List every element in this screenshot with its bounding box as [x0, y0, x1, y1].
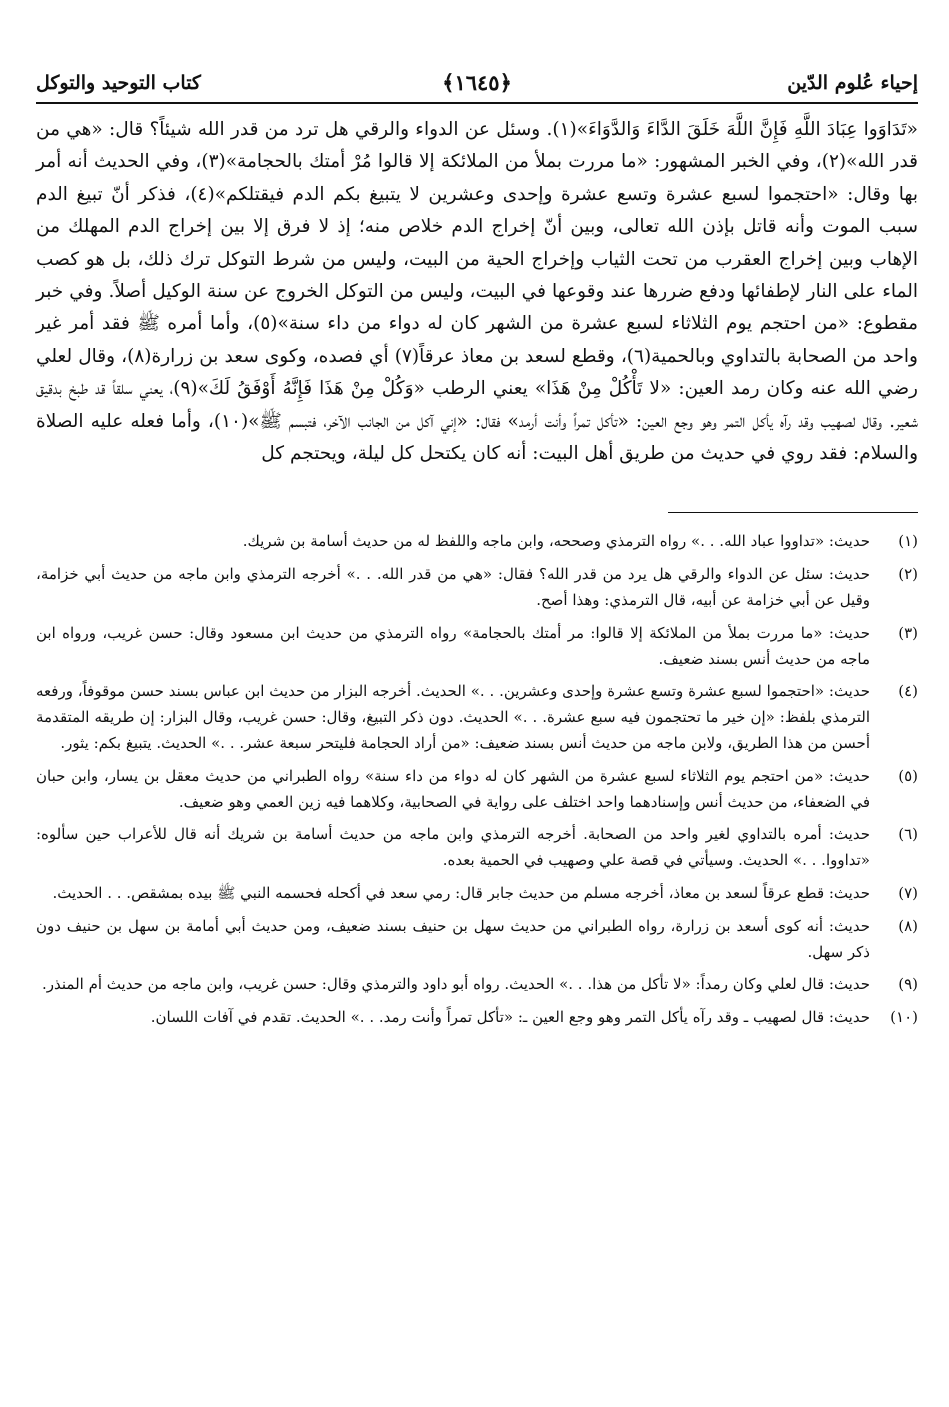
footnote — [36, 679, 918, 756]
footnote-number: (٨) — [898, 916, 918, 935]
footnote-number: (٣) — [898, 623, 918, 642]
page-number: ﴿١٦٤٥﴾ — [442, 70, 512, 95]
footnotes — [36, 529, 918, 1031]
footnote-text: حديث: «ما مررت بملأ من الملائكة إلا قالوا: مر أمتك بالحجامة» رواه الترمذي من حديث ابن مسعود وقال: حسن غريب، ورواه ابن ماجه من حديث أنس بسند ضعيف. — [36, 623, 870, 668]
footnote — [36, 621, 918, 673]
page-header — [36, 66, 918, 106]
footnote-number: (٧) — [898, 884, 918, 903]
footnote-text: حديث: سئل عن الدواء والرقي هل يرد من قدر الله؟ فقال: «هي من قدر الله. . .» أخرجه الترمذي وابن ماجه من حديث أبي خزامة، وقيل عن أبي خزامة عن أبيه، قال الترمذي: وهذا أصح. — [36, 565, 870, 610]
footnote-text: حديث: «من احتجم يوم الثلاثاء لسبع عشرة من الشهر كان له دواء من داء سنة» رواه الطبراني من حديث معقل بن يسار، وابن حبان في الضعفاء، من حديث أنس وإسنادهما واحد اختلف على رواية في الصحابية، وكلاهما فيه زين العمي وهو ضعيف. — [36, 766, 870, 811]
book-page — [36, 66, 918, 1038]
footnote-number: (٤) — [898, 682, 918, 701]
footnote-text: حديث: قطع عرقاً لسعد بن معاذ، أخرجه مسلم من حديث جابر قال: رمي سعد في أكحله فحسمه النبي ﷺ بيده بمشقص. . . الحديث. — [52, 884, 870, 903]
footnote-text: حديث: «احتجموا لسبع عشرة وتسع عشرة وإحدى وعشرين. . .» الحديث. أخرجه البزار من حديث ابن عباس بسند حسن موقوفاً، ورفعه الترمذي بلفظ: «إن خير ما تحتجمون فيه سبع عشرة. . .» الحديث. دون ذكر التبيغ، وقال: حسن غريب، وقال البزار: إن طريقه المتقدمة أحسن من هذا الطريق، ولابن ماجه من حديث أنس بسند ضعيف: «من أراد الحجامة فليتحر سبعة عشر. . .» الحديث. يتبيغ بكم: يثور. — [36, 682, 870, 753]
footnote — [36, 914, 918, 966]
main-text — [36, 114, 918, 470]
footnote-number: (١٠) — [890, 1008, 918, 1027]
footnote-separator — [668, 512, 918, 513]
footnote-number: (٥) — [898, 766, 918, 785]
footnote — [36, 881, 918, 907]
footnote — [36, 562, 918, 614]
footnote-number: (١) — [898, 532, 918, 551]
main-paragraph: «تَدَاوَوا عِبَادَ اللَّهِ فَإِنَّ اللَّهَ خَلَقَ الدَّاءَ وَالدَّوَاءَ»(١). وسئل عن الدواء والرقي هل ترد من قدر الله شيئاً؟ قال: «هي من قدر الله»(٢)، وفي الخبر المشهور: «ما مررت بملأ من الملائكة إلا قالوا مُرْ أمتك بالحجامة»(٣)، وفي الحديث أنه أمر بها وقال: «احتجموا لسبع عشرة وتسع عشرة وإحدى وعشرين لا يتبيغ بكم الدم فيقتلكم»(٤)، فذكر أنّ تبيغ الدم سبب الموت وأنه قاتل بإذن الله تعالى، وبين أنّ إخراج الدم خلاص منه؛ إذ لا فرق إلا بين إخراج الدم المهلك من الإهاب وبين إخراج العقرب من تحت الثياب وإخراج الحية من البيت، وليس من شرط التوكل ترك ذلك، بل هو كصب الماء على النار لإطفائها ودفع ضررها عند وقوعها في البيت، وليس من التوكل الخروج عن سنة الوكيل أصلاً. وفي خبر مقطوع: «من احتجم يوم الثلاثاء لسبع عشرة من الشهر كان له دواء من داء سنة»(٥)، وأما أمره ﷺ فقد أمر غير واحد من الصحابة بالتداوي وبالحمية(٦)، وقطع لسعد بن معاذ عرقاً(٧) أي فصده، وكوى سعد بن زرارة(٨)، وقال لعلي رضي الله عنه وكان رمد العين: «لا تَأْكُلْ مِنْ هَذَا» يعني الرطب «وَكُلْ مِنْ هَذَا فَإِنَّهُ أَوْفَقُ لَكَ»(٩)، يعني سلقاً قد طبخ بدقيق شعير. وقال لصهيب وقد رآه يأكل التمر وهو وجع العين: «تأكل تمراً وأنت أرمد» فقال: «إني آكل من الجانب الآخر، فتبسم ﷺ»(١٠)، وأما فعله عليه الصلاة والسلام: فقد روي في حديث من طريق أهل البيت: أنه كان يكتحل كل ليلة، ويحتجم كل — [36, 119, 919, 465]
chapter-title: كتاب التوحيد والتوكل — [36, 72, 201, 94]
footnote-text: حديث: قال لعلي وكان رمداً: «لا تأكل من هذا. . .» الحديث. رواه أبو داود والترمذي وقال: حسن غريب، وابن ماجه من حديث أم المنذر. — [41, 975, 870, 994]
footnote-number: (٩) — [898, 975, 918, 994]
footnote-text: حديث: أمره بالتداوي لغير واحد من الصحابة. أخرجه الترمذي وابن ماجه من حديث أسامة بن شريك أنه قال للأعراب حين سألوه: «تداووا. . .» الحديث. وسيأتي في قصة علي وصهيب في الحمية بعده. — [36, 825, 870, 870]
footnote — [36, 1005, 918, 1031]
header-divider — [36, 102, 918, 104]
footnote — [36, 764, 918, 816]
book-title: إحياء عُلوم الدّين — [787, 72, 918, 94]
footnote — [36, 972, 918, 998]
footnote-number: (٦) — [898, 825, 918, 844]
footnote-text: حديث: قال لصهيب ـ وقد رآه يأكل التمر وهو وجع العين ـ: «تأكل تمراً وأنت رمد. . .» الحديث. تقدم في آفات اللسان. — [150, 1008, 870, 1027]
footnote-text: حديث: أنه كوى أسعد بن زرارة، رواه الطبراني من حديث سهل بن حنيف بسند ضعيف، ومن حديث أبي أمامة بن سهل بن حنيف دون ذكر سهل. — [36, 916, 870, 961]
footnote — [36, 529, 918, 555]
footnote-text: حديث: «تداووا عباد الله. . .» رواه الترمذي وصححه، وابن ماجه واللفظ له من حديث أسامة بن شريك. — [242, 532, 870, 551]
footnote-number: (٢) — [898, 565, 918, 584]
footnote — [36, 822, 918, 874]
